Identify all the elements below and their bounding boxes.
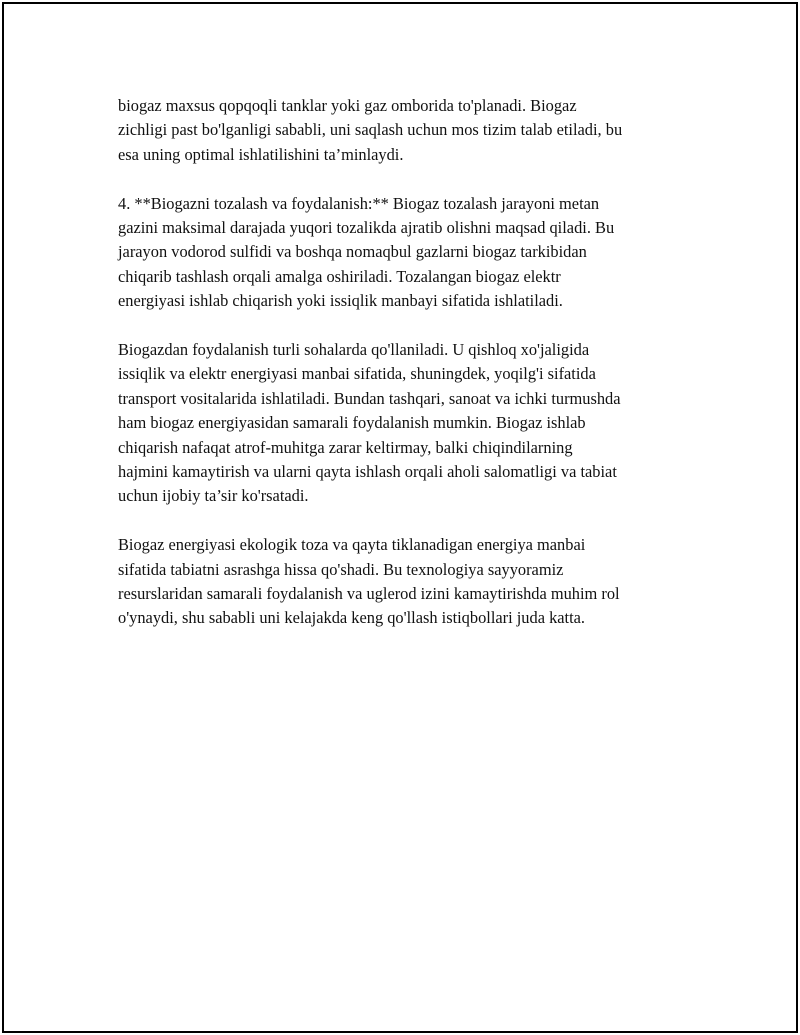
document-body: [118, 94, 688, 655]
paragraph-usage: Biogazdan foydalanish turli sohalarda qo'llaniladi. U qishloq xo'jaligida issiqlik va elektr energiyasi manbai sifatida, shuningdek, yoqilg'i sifatida transport vositalarida ishlatiladi. Bundan tashqari, sanoat va ichki turmushda ham biogaz energiyasidan samarali foydalanish mumkin. Biogaz ishlab chiqarish nafaqat atrof-muhitga zarar keltirmay, balki chiqindilarning hajmini kamaytirish va ularni qayta ishlash orqali aholi salomatligi va tabiat uchun ijobiy ta’sir ko'rsatadi.: [118, 340, 621, 506]
paragraph-purification: 4. **Biogazni tozalash va foydalanish:** Biogaz tozalash jarayoni metan gazini maksimal darajada yuqori tozalikda ajratib olishni maqsad qiladi. Bu jarayon vodorod sulfidi va boshqa nomaqbul gazlarni biogaz tarkibidan chiqarib tashlash orqali amalga oshiriladi. Tozalangan biogaz elektr energiyasi ishlab chiqarish yoki issiqlik manbayi sifatida ishlatiladi.: [118, 193, 615, 311]
paragraph-storage: biogaz maxsus qopqoqli tanklar yoki gaz omborida to'planadi. Biogaz zichligi past bo'lganligi sababli, uni saqlash uchun mos tizim talab etiladi, bu esa uning optimal ishlatilishini ta’minlaydi.: [118, 96, 623, 164]
paragraph-conclusion: Biogaz energiyasi ekologik toza va qayta tiklanadigan energiya manbai sifatida tabiatni asrashga hissa qo'shadi. Bu texnologiya sayyoramiz resurslaridan samarali foydalanish va uglerod izini kamaytirishda muhim rol o'ynaydi, shu sababli uni kelajakda keng qo'llash istiqbollari juda katta.: [118, 535, 620, 628]
